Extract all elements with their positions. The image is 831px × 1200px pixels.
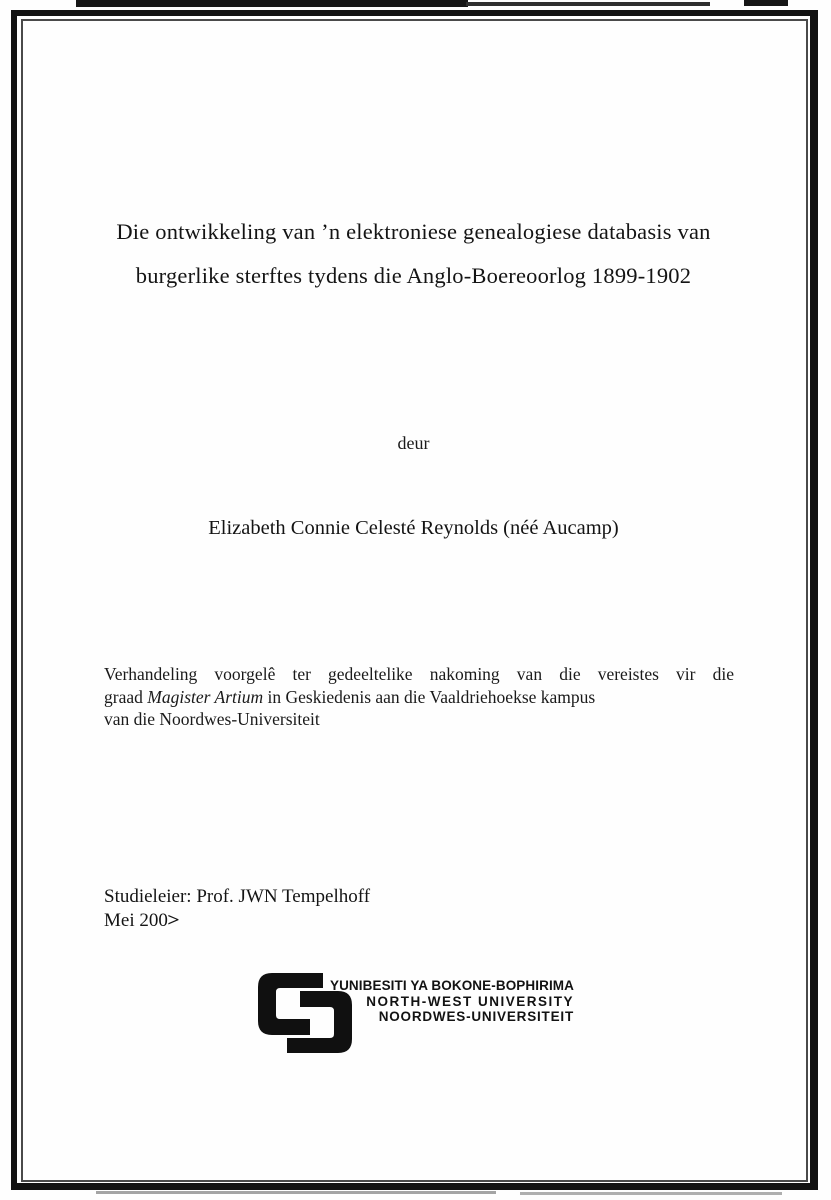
thesis-title <box>60 210 767 298</box>
statement-line3: van die Noordwes-Universiteit <box>104 709 320 729</box>
thesis-title-line2: burgerlike sterftes tydens die Anglo-Boereoorlog 1899-1902 <box>135 263 692 288</box>
statement-line2-pre: graad <box>104 686 148 707</box>
statement-line1: Verhandeling voorgelê ter gedeeltelike nakoming van die vereistes vir die <box>104 664 734 684</box>
scan-artifact-bottom-left <box>96 1191 496 1194</box>
scan-artifact-top-right <box>744 0 788 6</box>
scan-artifact-bottom-right <box>520 1192 782 1195</box>
nwu-wordmark <box>318 978 574 1025</box>
supervisor-line: Studieleier: Prof. JWN Tempelhoff <box>104 886 371 907</box>
date-prefix: Mei 200 <box>104 910 168 931</box>
date-line <box>104 909 370 933</box>
nwu-wordmark-setswana: YUNIBESITI YA BOKONE-BOPHIRIMA <box>329 978 574 993</box>
nwu-wordmark-english: NORTH-WEST UNIVERSITY <box>366 993 574 1009</box>
scan-artifact-top-middle <box>466 2 710 6</box>
nwu-logo <box>258 971 578 1061</box>
date-last-glyph: > <box>167 910 180 931</box>
thesis-title-line1: Die ontwikkeling van ’n elektroniese genealogiese databasis van <box>116 219 711 244</box>
nwu-wordmark-afrikaans: NOORDWES-UNIVERSITEIT <box>378 1009 574 1025</box>
scan-artifact-top-left <box>76 0 468 7</box>
degree-name-italic: Magister Artium <box>147 686 264 707</box>
statement-line2-post: in Geskiedenis aan die Vaaldriehoekse kampus <box>263 686 596 707</box>
byline: deur <box>397 433 430 453</box>
author-name: Elizabeth Connie Celesté Reynolds (néé Aucamp) <box>208 517 619 539</box>
credits-block <box>104 885 370 933</box>
statement-line2 <box>104 686 734 709</box>
thesis-statement <box>104 663 734 731</box>
